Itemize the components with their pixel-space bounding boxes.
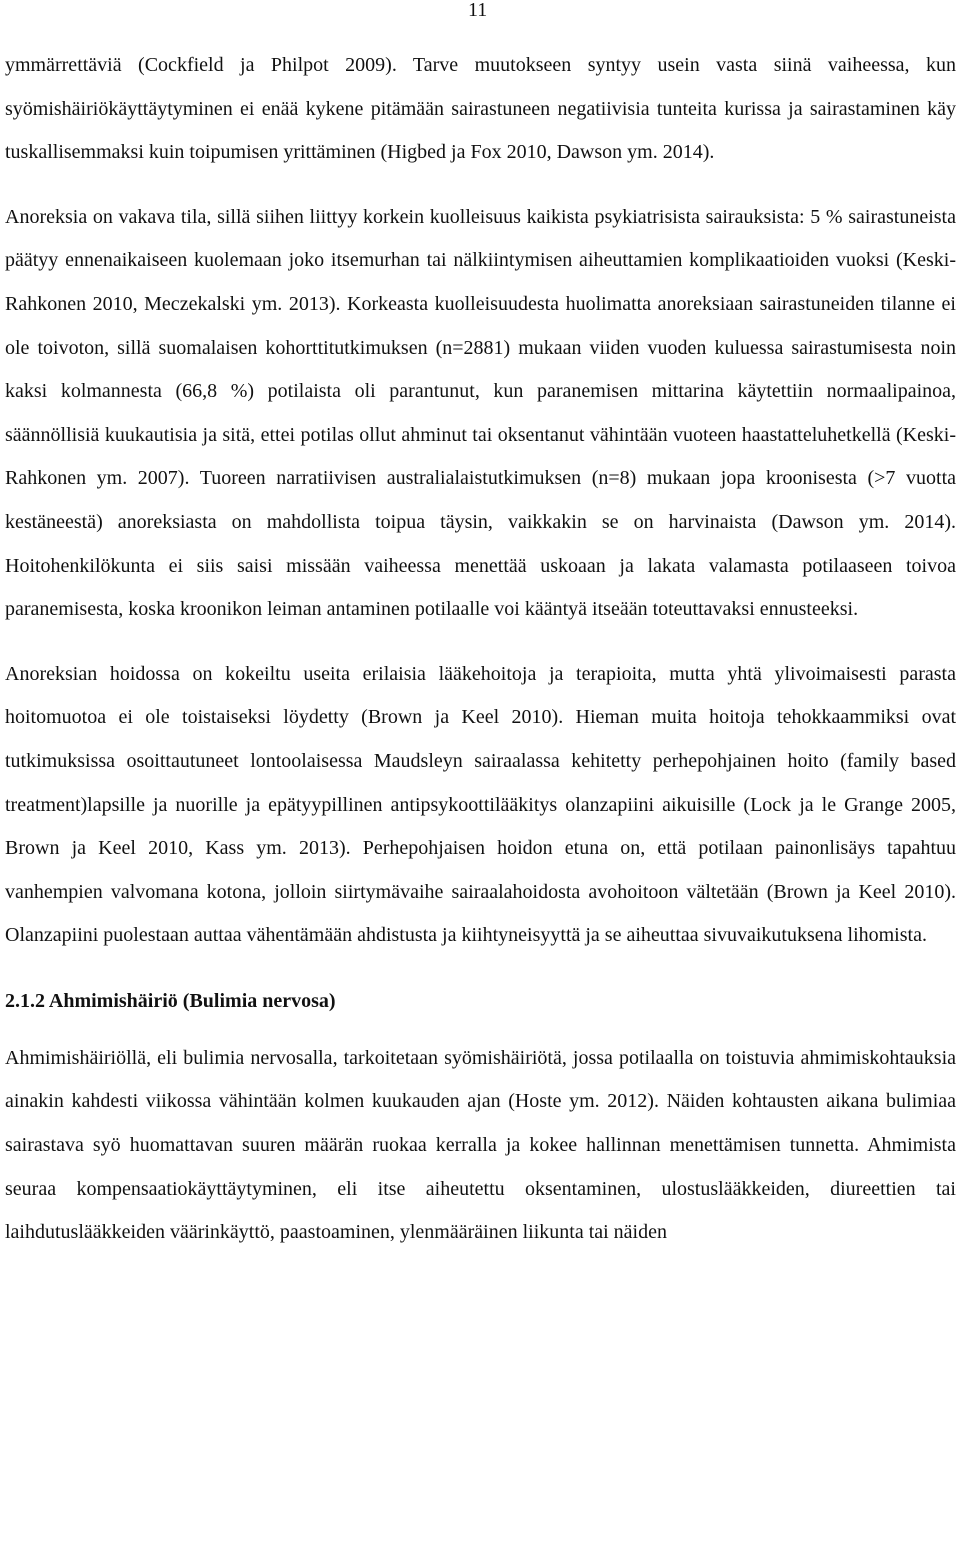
paragraph-bulimia-definition: Ahmimishäiriöllä, eli bulimia nervosalla, tarkoitetaan syömishäiriötä, jossa potilaalla on toistuvia ahmimiskohtauksia ainakin kahdesti viikossa vähintään kolmen kuukauden ajan (Hoste ym. 2012). Näiden kohtausten aikana bulimiaa sairastava syö huomattavan suuren määrän ruokaa kerralla ja kokee hallinnan menettämisen tunnetta. Ahmimista seuraa kompensaatiokäyttäytyminen, eli itse aiheutettu oksentaminen, ulostuslääkkeiden, diureettien tai laihdutuslääkkeiden väärinkäyttö, paastoaminen, ylenmääräinen liikunta tai näiden — [5, 1046, 956, 1244]
document-body — [5, 44, 956, 1255]
page-number: 11 — [468, 0, 488, 21]
paragraph-anorexia-treatment: Anoreksian hoidossa on kokeiltu useita erilaisia lääkehoitoja ja terapioita, mutta yhtä ylivoimaisesti parasta hoitomuotoa ei ole toistaiseksi löydetty (Brown ja Keel 2010). Hieman muita hoitoja tehokkaammiksi ovat tutkimuksissa osoittautuneet lontoolaisessa Maudsleyn sairaalassa kehitetty perhepohjainen hoito (family based treatment)lapsille ja nuorille ja epätyypillinen antipsykoottilääkitys olanzapiini aikuisille (Lock ja le Grange 2005, Brown ja Keel 2010, Kass ym. 2013). Perhepohjaisen hoidon etuna on, että potilaan painonlisäys tapahtuu vanhempien valvomana kotona, jolloin siirtymävaihe sairaalahoidosta avohoitoon vältetään (Brown ja Keel 2010). Olanzapiini puolestaan auttaa vähentämään ahdistusta ja kiihtyneisyyttä ja se aiheuttaa sivuvaikutuksena lihomista. — [5, 662, 956, 947]
paragraph-anorexia-mortality: Anoreksia on vakava tila, sillä siihen liittyy korkein kuolleisuus kaikista psykiatrisista sairauksista: 5 % sairastuneista päätyy ennenaikaiseen kuolemaan joko itsemurhan tai nälkiintymisen aiheuttamien komplikaatioiden vuoksi (Keski-Rahkonen 2010, Meczekalski ym. 2013). Korkeasta kuolleisuudesta huolimatta anoreksiaan sairastuneiden tilanne ei ole toivoton, sillä suomalaisen kohorttitutkimuksen (n=2881) mukaan viiden vuoden kuluessa sairastumisesta noin kaksi kolmannesta (66,8 %) potilaista oli parantunut, kun paranemisen mittarina käytettiin normaalipainoa, säännöllisiä kuukautisia ja sitä, ettei potilas ollut ahminut tai oksentanut vähintään vuoteen haastatteluhetkellä (Keski-Rahkonen ym. 2007). Tuoreen narratiivisen australialaistutkimuksen (n=8) mukaan jopa kroonisesta (>7 vuotta kestäneestä) anoreksiasta on mahdollista toipua täysin, vaikkakin se on harvinaista (Dawson ym. 2014). Hoitohenkilökunta ei siis saisi missään vaiheessa menettää uskoaan ja lakata valamasta potilaaseen toivoa paranemisesta, koska kroonikon leiman antaminen potilaalle voi kääntyä itseään toteuttavaksi ennusteeksi. — [5, 205, 956, 621]
section-heading: 2.1.2 Ahmimishäiriö (Bulimia nervosa) — [5, 989, 336, 1012]
paragraph-recovery-motivation: ymmärrettäviä (Cockfield ja Philpot 2009). Tarve muutokseen syntyy usein vasta siinä vaiheessa, kun syömishäiriökäyttäytyminen ei enää kykene pitämään sairastuneen negatiivisia tunteita kurissa ja sairastaminen käy tuskallisemmaksi kuin toipumisen yrittäminen (Higbed ja Fox 2010, Dawson ym. 2014). — [5, 54, 956, 164]
